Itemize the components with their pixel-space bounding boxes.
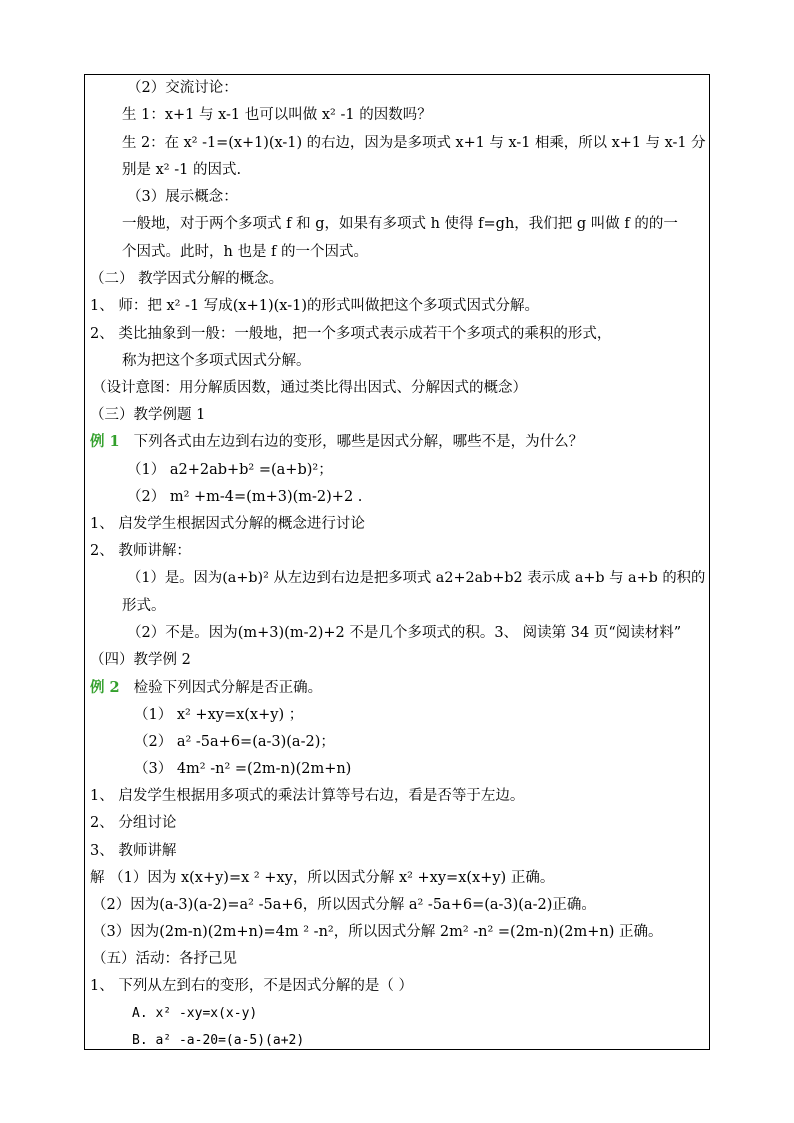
question-line: 1、 下列从左到右的变形，不是因式分解的是（ ） bbox=[90, 978, 413, 994]
text-line: 2、 类比抽象到一般：一般地，把一个多项式表示成若干个多项式的乘积的形式， bbox=[90, 326, 612, 342]
example-tag: 例 2 bbox=[90, 679, 120, 696]
text-line: （1）是。因为(a+b)² 从左边到右边是把多项式 a2+2ab+b2 表示成 a+b 与 a+b 的积的 bbox=[127, 570, 706, 586]
text-line: 个因式。此时，h 也是 f 的一个因式。 bbox=[122, 244, 369, 260]
text-line: 一般地，对于两个多项式 f 和 g，如果有多项式 h 使得 f=gh，我们把 g 叫做 f 的的一 bbox=[122, 216, 678, 232]
example-line bbox=[90, 431, 583, 453]
text-line: 生 2：在 x² -1=(x+1)(x-1) 的右边，因为是多项式 x+1 与 x-1 相乘，所以 x+1 与 x-1 分 bbox=[122, 135, 706, 151]
text-line: 1、 师：把 x² -1 写成(x+1)(x-1)的形式叫做把这个多项式因式分解。 bbox=[90, 298, 540, 314]
text-line: 形式。 bbox=[122, 598, 166, 614]
text-line: 3、 教师讲解 bbox=[90, 843, 177, 859]
text-line: 1、 启发学生根据因式分解的概念进行讨论 bbox=[90, 516, 365, 532]
formula-line: （2） m² +m-4=(m+3)(m-2)+2 . bbox=[127, 489, 363, 505]
text-line: 2、 教师讲解： bbox=[90, 543, 191, 559]
section-heading: （三）教学例题 1 bbox=[90, 407, 206, 423]
text-line: （2）不是。因为(m+3)(m-2)+2 不是几个多项式的积。3、 阅读第 34 页“阅读材料” bbox=[127, 625, 682, 641]
text-line: 解 （1）因为 x(x+y)=x ² +xy，所以因式分解 x² +xy=x(x+y) 正确。 bbox=[90, 870, 555, 886]
text-line: 称为把这个多项式因式分解。 bbox=[122, 353, 311, 369]
formula-line: （1） a2+2ab+b² =(a+b)²； bbox=[127, 462, 333, 478]
formula-line: （3） 4m² -n² =(2m-n)(2m+n) bbox=[134, 761, 352, 777]
option-b: B. a² -a-20=(a-5)(a+2) bbox=[132, 1033, 305, 1048]
formula-line: （2） a² -5a+6=(a-3)(a-2)； bbox=[134, 734, 335, 750]
text-line: （3）展示概念： bbox=[127, 189, 238, 205]
text-line: （2）因为(a-3)(a-2)=a² -5a+6，所以因式分解 a² -5a+6=(a-3)(a-2)正确。 bbox=[92, 897, 596, 913]
section-heading: （四）教学例 2 bbox=[90, 652, 191, 668]
example-text: 检验下列因式分解是否正确。 bbox=[133, 680, 323, 696]
section-heading: （五）活动：各抒己见 bbox=[92, 951, 237, 967]
text-line: 生 1：x+1 与 x-1 也可以叫做 x² -1 的因数吗？ bbox=[122, 107, 432, 123]
text-line: 别是 x² -1 的因式. bbox=[122, 162, 242, 178]
text-line: 2、 分组讨论 bbox=[90, 815, 177, 831]
text-line: 1、 启发学生根据用多项式的乘法计算等号右边，看是否等于左边。 bbox=[90, 788, 525, 804]
option-a: A. x² -xy=x(x-y) bbox=[132, 1006, 258, 1021]
example-text: 下列各式由左边到右边的变形，哪些是因式分解，哪些不是，为什么？ bbox=[133, 434, 584, 450]
text-line: （设计意图：用分解质因数，通过类比得出因式、分解因式的概念） bbox=[92, 380, 527, 396]
formula-line: （1） x² +xy=x(x+y) ； bbox=[134, 707, 304, 723]
text-line: （2）交流讨论： bbox=[127, 80, 238, 96]
example-line bbox=[90, 677, 322, 699]
text-line: （3）因为(2m-n)(2m+n)=4m ² -n²，所以因式分解 2m² -n² =(2m-n)(2m+n) 正确。 bbox=[92, 924, 663, 940]
section-heading: （二） 教学因式分解的概念。 bbox=[90, 271, 284, 287]
example-tag: 例 1 bbox=[90, 433, 120, 450]
